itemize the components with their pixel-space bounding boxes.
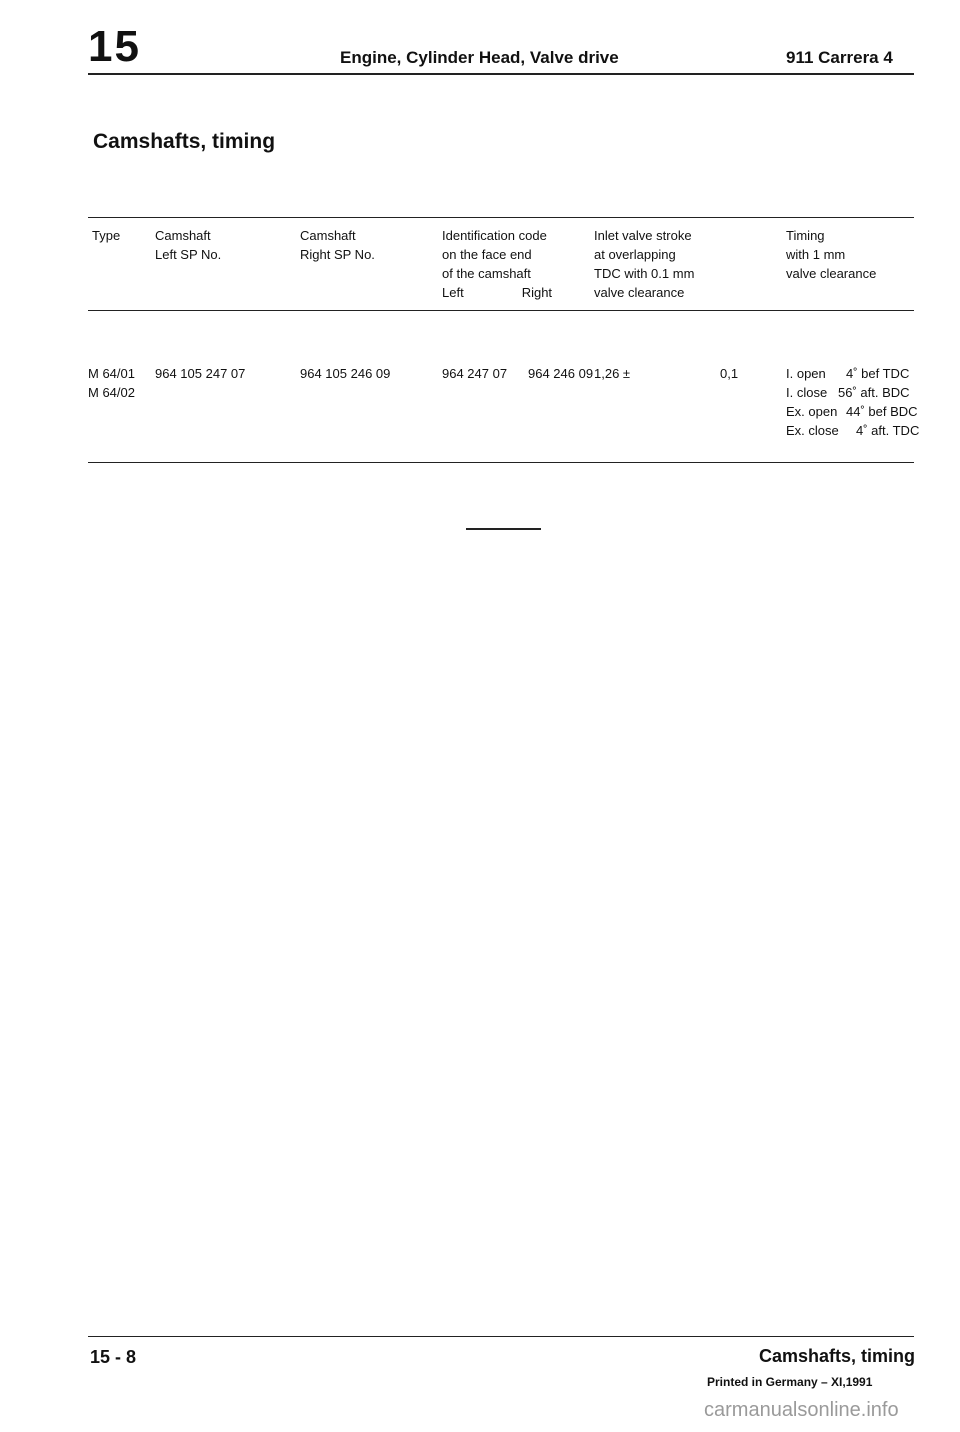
header-rule	[88, 73, 914, 75]
timing-line: I. open 4˚ bef TDC	[786, 366, 910, 381]
row-right-sp: 964 105 246 09	[300, 366, 391, 381]
row-ident-right: 964 246 09	[528, 366, 594, 381]
timing-line: I. close 56˚ aft. BDC	[786, 385, 910, 400]
header-identification: Identification code on the face end of the camshaft Left Right	[442, 228, 553, 300]
footer-print-info: Printed in Germany – XI,1991	[707, 1375, 873, 1389]
row-timing	[786, 364, 936, 440]
table-header-rule	[88, 310, 914, 311]
header-ident-left: Left	[442, 285, 464, 300]
chapter-number: 15	[88, 22, 141, 71]
table-bottom-rule	[88, 462, 914, 463]
row-inlet-value: 1,26 ±	[594, 366, 631, 381]
footer-section-title: Camshafts, timing	[759, 1346, 916, 1366]
header-ident-right: Right	[521, 285, 553, 300]
row-type: M 64/01 M 64/02	[88, 366, 135, 400]
footer-page-number: 15 - 8	[90, 1347, 137, 1367]
timing-line: Ex. close 4˚ aft. TDC	[786, 423, 920, 438]
header-type: Type	[92, 228, 121, 243]
table-top-rule	[88, 217, 914, 218]
end-of-section-rule	[466, 528, 541, 530]
header-inlet-stroke: Inlet valve stroke at overlapping TDC with 0.1 mm valve clearance	[594, 228, 695, 300]
section-title: Camshafts, timing	[93, 130, 276, 153]
header-left-sp: Camshaft Left SP No.	[155, 228, 222, 262]
header-model: 911 Carrera 4	[786, 48, 893, 67]
header-right-sp: Camshaft Right SP No.	[300, 228, 375, 262]
watermark: carmanualsonline.info	[704, 1399, 899, 1421]
row-left-sp: 964 105 247 07	[155, 366, 246, 381]
header-timing: Timing with 1 mm valve clearance	[786, 228, 877, 281]
row-ident-left: 964 247 07	[442, 366, 508, 381]
header-title: Engine, Cylinder Head, Valve drive	[340, 48, 619, 67]
footer-rule	[88, 1336, 914, 1337]
row-inlet-tolerance: 0,1	[720, 366, 739, 381]
timing-line: Ex. open 44˚ bef BDC	[786, 404, 918, 419]
